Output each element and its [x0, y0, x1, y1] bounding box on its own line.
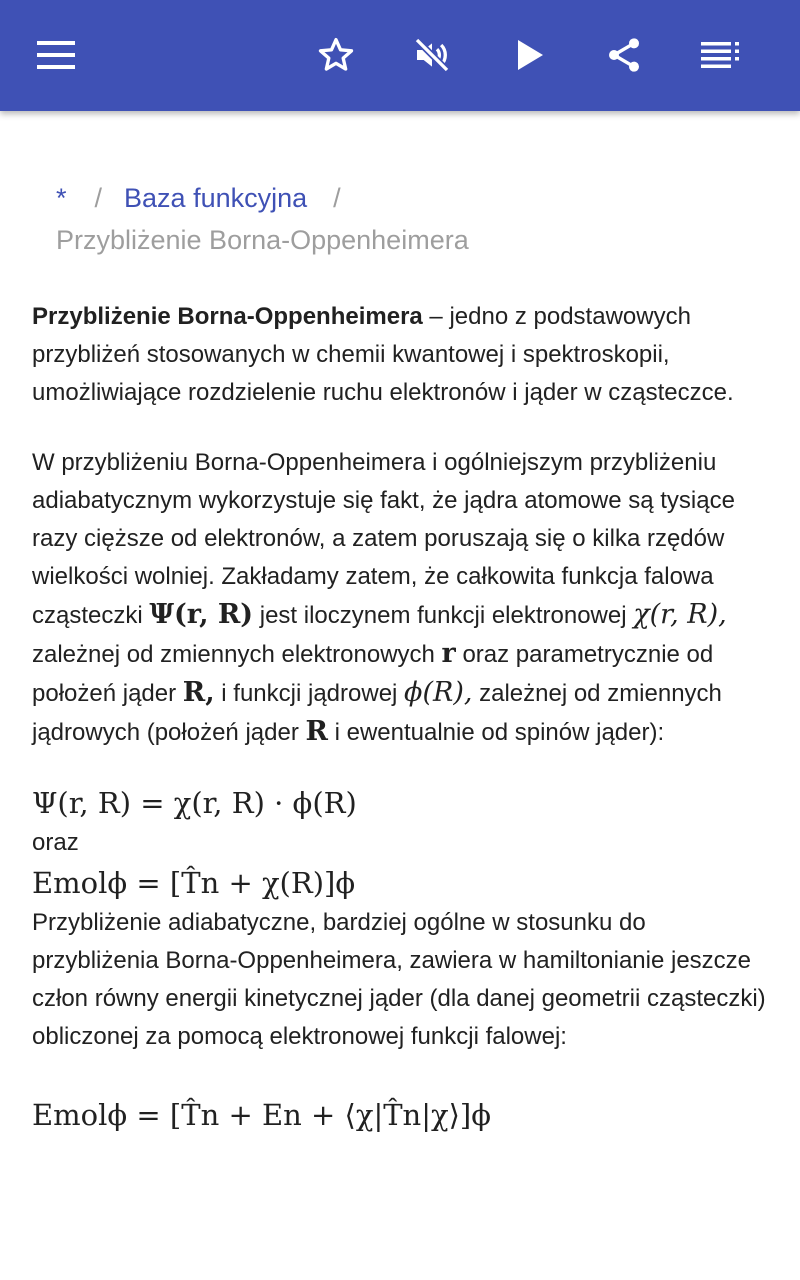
- equation-nuclear: Emolϕ = [T̂n + χ(R)]ϕ: [32, 866, 356, 900]
- body-paragraph: [32, 444, 772, 752]
- math-inline: R,: [182, 677, 215, 708]
- app-toolbar: [0, 0, 800, 111]
- math-inline: ϕ(R),: [404, 677, 473, 708]
- breadcrumb-current: Przybliżenie Borna-Oppenheimera: [56, 225, 469, 255]
- volume-off-icon[interactable]: [404, 27, 460, 83]
- star-outline-icon[interactable]: [308, 27, 364, 83]
- body-text: i ewentualnie od spinów jąder):: [327, 719, 665, 746]
- intro-paragraph: [32, 298, 772, 412]
- body-text: zależnej od zmiennych jądrowych (położeń jąder: [32, 680, 722, 746]
- math-inline: r: [441, 638, 456, 669]
- body-text: zależnej od zmiennych elektronowych: [32, 641, 442, 668]
- article-body: [32, 298, 772, 1136]
- equation-adiabatic: Emolϕ = [T̂n + En + ⟨χ|T̂n|χ⟩]ϕ: [32, 1098, 491, 1132]
- article-content: [0, 111, 800, 1280]
- equation-wavefunction: Ψ(r, R) = χ(r, R) · ϕ(R): [32, 786, 357, 820]
- breadcrumb-parent-link[interactable]: Baza funkcyjna: [124, 183, 308, 213]
- body-text: oraz parametrycznie od położeń jąder: [32, 641, 714, 707]
- body-text: jest iloczynem funkcji elektronowej: [253, 602, 634, 629]
- play-icon[interactable]: [502, 27, 558, 83]
- math-inline: χ(r, R),: [633, 599, 727, 630]
- breadcrumb-separator: /: [94, 183, 103, 213]
- share-icon[interactable]: [596, 27, 652, 83]
- body-text: i funkcji jądrowej: [214, 680, 405, 707]
- breadcrumb-root-link[interactable]: *: [56, 183, 67, 213]
- math-inline: Ψ(r, R): [149, 599, 254, 630]
- breadcrumb: [56, 177, 756, 261]
- breadcrumb-separator: /: [333, 183, 341, 213]
- adiabatic-paragraph: Przybliżenie adiabatyczne, bardziej ogólne w stosunku do przybliżenia Borna-Oppenheimera, zawiera w hamiltonianie jeszcze człon równy energii kinetycznej jąder (dla danej geometrii cząsteczki) obliczonej za pomocą elektronowej funkcji falowej:: [32, 909, 766, 1050]
- menu-icon[interactable]: [28, 27, 84, 83]
- body-text: W przybliżeniu Borna-Oppenheimera i ogólniejszym przybliżeniu adiabatycznym wykorzystuje się fakt, że jądra atomowe są tysiące razy cięższe od elektronów, a zatem poruszają się o kilka rzędów wielkości wolniej. Zakładamy zatem, że całkowita funkcja falowa cząsteczki: [32, 449, 735, 629]
- connector-text: oraz: [32, 829, 79, 856]
- math-inline: R: [305, 716, 328, 747]
- intro-text: – jedno z podstawowych przybliżeń stosowanych w chemii kwantowej i spektroskopii, umożliwiające rozdzielenie ruchu elektronów i jąder w cząsteczce.: [32, 303, 734, 406]
- article-term: Przybliżenie Borna-Oppenheimera: [32, 303, 423, 330]
- playlist-icon[interactable]: [692, 27, 748, 83]
